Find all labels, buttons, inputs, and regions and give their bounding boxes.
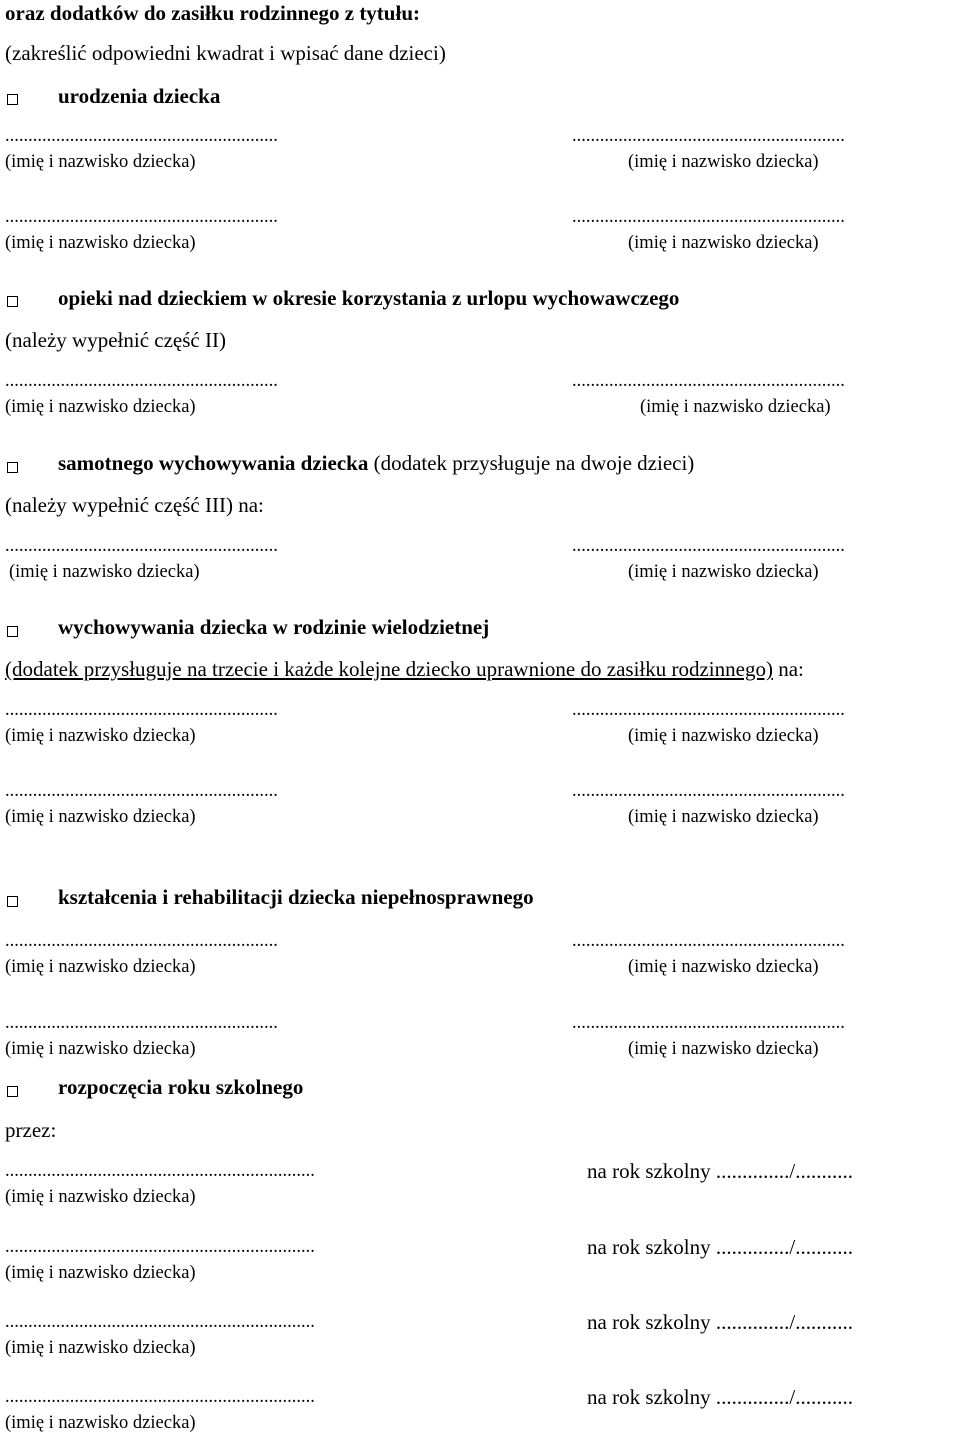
name-line[interactable]: ........................................................... xyxy=(5,126,278,146)
name-caption: (imię i nazwisko dziecka) xyxy=(5,1338,196,1358)
name-caption: (imię i nazwisko dziecka) xyxy=(5,152,196,172)
name-line[interactable]: ........................................................... xyxy=(572,1013,845,1033)
name-caption: (imię i nazwisko dziecka) xyxy=(5,1263,196,1283)
section-note-single-parent: (należy wypełnić część III) na: xyxy=(5,493,264,517)
name-caption: (imię i nazwisko dziecka) xyxy=(628,726,819,746)
name-line[interactable]: ........................................................... xyxy=(5,1013,278,1033)
section-note-large-family xyxy=(5,659,804,680)
checkbox-birth[interactable] xyxy=(7,94,18,105)
section-title-large-family: wychowywania dziecka w rodzinie wielodzietnej xyxy=(58,615,490,639)
name-caption: (imię i nazwisko dziecka) xyxy=(9,562,200,582)
name-line[interactable]: ........................................................... xyxy=(572,700,845,720)
name-line[interactable]: ........................................................... xyxy=(572,536,845,556)
name-caption: (imię i nazwisko dziecka) xyxy=(628,1039,819,1059)
name-caption: (imię i nazwisko dziecka) xyxy=(5,397,196,417)
name-line[interactable]: ........................................................... xyxy=(5,371,278,391)
name-caption: (imię i nazwisko dziecka) xyxy=(5,1039,196,1059)
name-line[interactable]: ........................................................... xyxy=(5,207,278,227)
name-line[interactable]: ........................................................... xyxy=(5,700,278,720)
school-year-field[interactable]: na rok szkolny ............../........... xyxy=(587,1159,853,1183)
name-line[interactable]: ........................................................... xyxy=(572,781,845,801)
school-year-field[interactable]: na rok szkolny ............../........... xyxy=(587,1385,853,1409)
name-line[interactable]: ........................................................... xyxy=(5,931,278,951)
name-line[interactable]: ................................................................... xyxy=(5,1161,315,1181)
checkbox-care[interactable] xyxy=(7,296,18,307)
name-line[interactable]: ........................................................... xyxy=(572,126,845,146)
section-title-single-parent-main: samotnego wychowywania dziecka xyxy=(58,451,369,475)
form-instruction: (zakreślić odpowiedni kwadrat i wpisać dane dzieci) xyxy=(5,41,446,65)
name-caption: (imię i nazwisko dziecka) xyxy=(628,562,819,582)
name-caption: (imię i nazwisko dziecka) xyxy=(5,1413,196,1433)
school-year-field[interactable]: na rok szkolny ............../........... xyxy=(587,1310,853,1334)
name-caption: (imię i nazwisko dziecka) xyxy=(640,397,831,417)
name-line[interactable]: ................................................................... xyxy=(5,1237,315,1257)
name-line[interactable]: ........................................................... xyxy=(572,207,845,227)
name-caption: (imię i nazwisko dziecka) xyxy=(628,233,819,253)
school-year-field[interactable]: na rok szkolny ............../........... xyxy=(587,1235,853,1259)
section-title-single-parent xyxy=(58,453,694,474)
section-title-care: opieki nad dzieckiem w okresie korzystania z urlopu wychowawczego xyxy=(58,286,680,310)
checkbox-single-parent[interactable] xyxy=(7,462,18,473)
name-line[interactable]: ................................................................... xyxy=(5,1312,315,1332)
section-title-birth: urodzenia dziecka xyxy=(58,84,221,108)
name-line[interactable]: ........................................................... xyxy=(5,781,278,801)
name-line[interactable]: ................................................................... xyxy=(5,1387,315,1407)
name-line[interactable]: ........................................................... xyxy=(572,371,845,391)
checkbox-school-year[interactable] xyxy=(7,1086,18,1097)
name-caption: (imię i nazwisko dziecka) xyxy=(628,957,819,977)
name-caption: (imię i nazwisko dziecka) xyxy=(5,233,196,253)
section-title-disabled-child: kształcenia i rehabilitacji dziecka niepełnosprawnego xyxy=(58,885,534,909)
name-caption: (imię i nazwisko dziecka) xyxy=(5,807,196,827)
name-line[interactable]: ........................................................... xyxy=(5,536,278,556)
name-caption: (imię i nazwisko dziecka) xyxy=(5,957,196,977)
checkbox-disabled-child[interactable] xyxy=(7,896,18,907)
name-caption: (imię i nazwisko dziecka) xyxy=(628,152,819,172)
name-caption: (imię i nazwisko dziecka) xyxy=(628,807,819,827)
section-title-single-parent-rest: (dodatek przysługuje na dwoje dzieci) xyxy=(373,451,695,475)
section-note-school-year: przez: xyxy=(5,1118,57,1142)
name-caption: (imię i nazwisko dziecka) xyxy=(5,726,196,746)
name-caption: (imię i nazwisko dziecka) xyxy=(5,1187,196,1207)
checkbox-large-family[interactable] xyxy=(7,626,18,637)
section-note-large-family-suffix: na: xyxy=(772,657,804,681)
section-note-large-family-text: (dodatek przysługuje na trzecie i każde kolejne dziecko uprawnione do zasiłku rodzinnego) xyxy=(5,657,773,681)
form-heading: oraz dodatków do zasiłku rodzinnego z tytułu: xyxy=(5,1,420,25)
name-line[interactable]: ........................................................... xyxy=(572,931,845,951)
section-note-care: (należy wypełnić część II) xyxy=(5,328,226,352)
section-title-school-year: rozpoczęcia roku szkolnego xyxy=(58,1075,304,1099)
